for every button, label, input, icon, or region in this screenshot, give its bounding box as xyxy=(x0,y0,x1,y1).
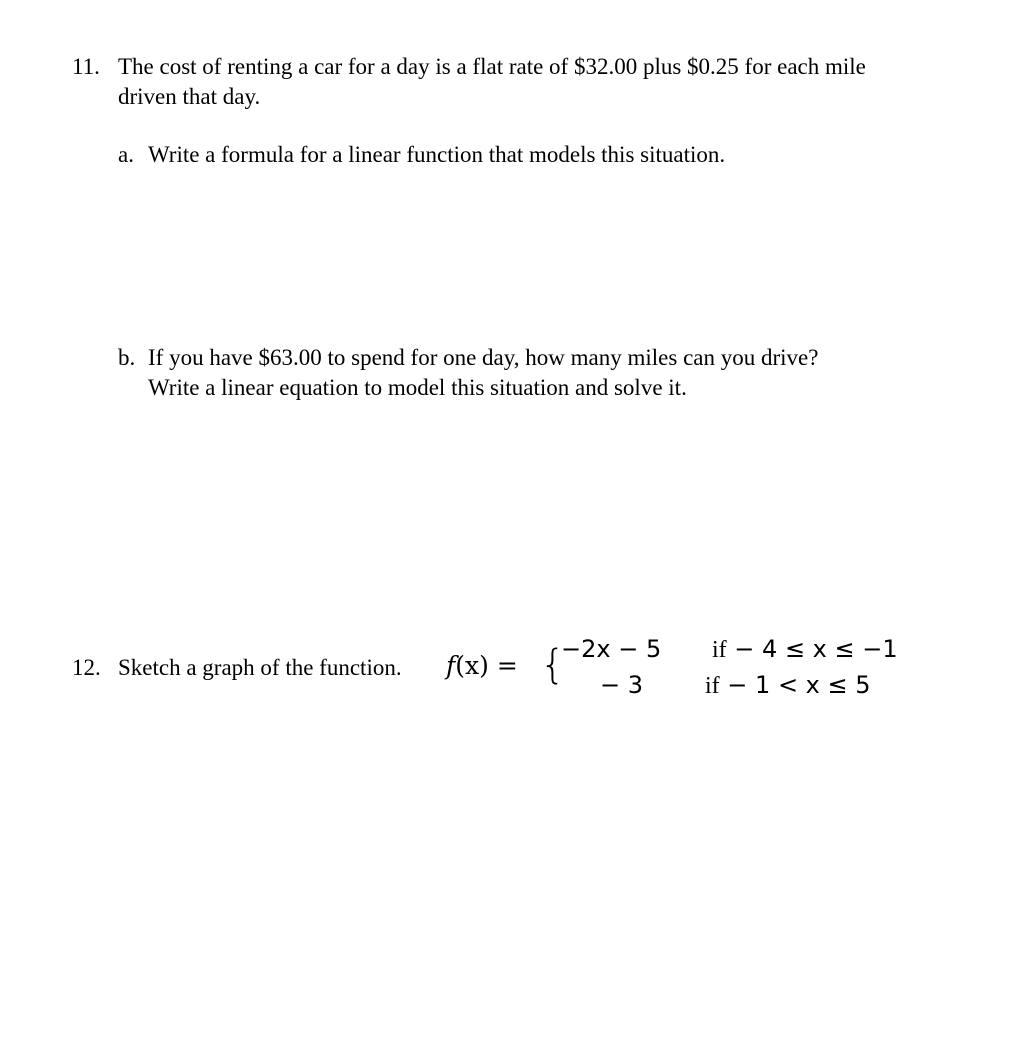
function-name: f xyxy=(446,651,456,680)
piecewise-case2-condition xyxy=(705,671,871,700)
function-label xyxy=(446,652,518,680)
question-11-text xyxy=(118,52,948,112)
question-11-text-line2: driven that day. xyxy=(118,84,261,109)
question-12-text: Sketch a graph of the function. xyxy=(118,655,402,680)
piecewise-case2-expression: − 3 xyxy=(600,671,644,699)
question-12-number: 12. xyxy=(72,655,101,680)
case1-if-word: if xyxy=(712,637,727,663)
case2-inequality: − 1 < x ≤ 5 xyxy=(719,671,871,699)
part-a-text: Write a formula for a linear function that models this situation. xyxy=(148,142,726,167)
case1-inequality: − 4 ≤ x ≤ −1 xyxy=(726,635,898,663)
question-11-part-b xyxy=(118,343,818,403)
question-11 xyxy=(72,52,972,112)
part-b-label: b. xyxy=(118,345,136,370)
part-a-label: a. xyxy=(118,142,134,167)
piecewise-case1-condition xyxy=(712,635,898,664)
piecewise-brace: { xyxy=(540,642,566,688)
part-b-text-line2: Write a linear equation to model this situation and solve it. xyxy=(148,375,687,400)
part-b-text xyxy=(148,343,818,403)
piecewise-case1-expression: −2x − 5 xyxy=(561,635,662,663)
case2-if-word: if xyxy=(705,673,720,699)
question-12 xyxy=(72,653,402,683)
function-variable: (x) xyxy=(455,651,489,680)
function-equals: = xyxy=(496,651,518,680)
question-11-number: 11. xyxy=(72,54,100,79)
question-11-part-a xyxy=(118,140,725,170)
question-11-text-line1: The cost of renting a car for a day is a flat rate of $32.00 plus $0.25 for each mile xyxy=(118,54,866,79)
part-b-text-line1: If you have $63.00 to spend for one day, how many miles can you drive? xyxy=(148,345,819,370)
